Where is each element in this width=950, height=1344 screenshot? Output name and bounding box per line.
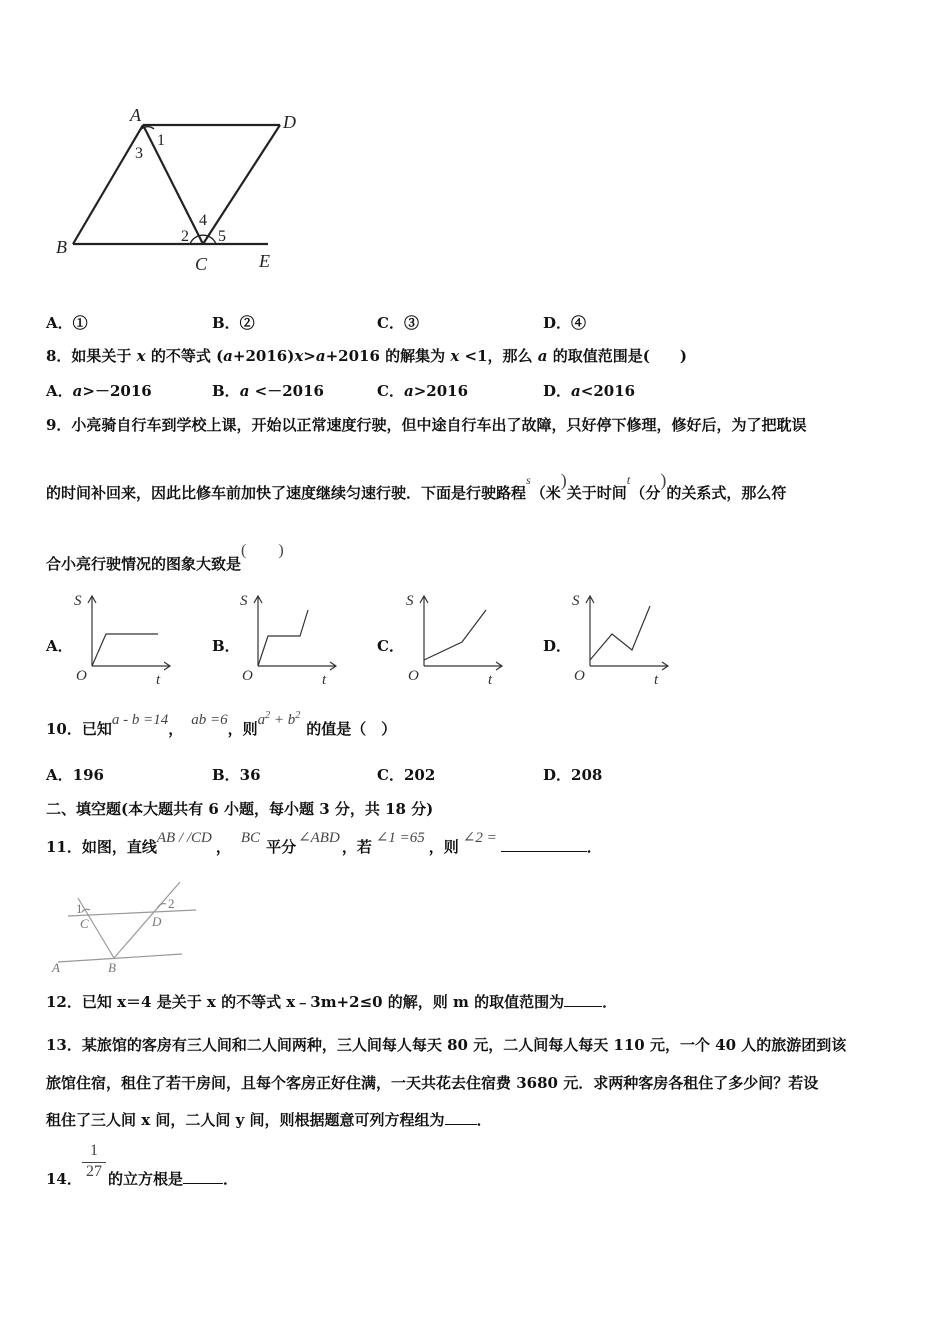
q10-option-b[interactable]: B．36 xyxy=(212,766,261,784)
q7-figure xyxy=(40,95,320,280)
q9-graph-b-xlabel: t xyxy=(322,672,327,688)
q13-line-1: 13．某旅馆的客房有三人间和二人间两种，三人间每人每天 80 元，二人间每人每天 110 元，一个 40 人的旅游团到该 xyxy=(46,1036,847,1054)
q8-option-d[interactable]: D．a<2016 xyxy=(543,382,636,400)
q11-m5: ∠2 = xyxy=(462,830,497,846)
q11-m2: BC xyxy=(240,830,261,846)
q9-graph-c-origin: O xyxy=(408,668,419,684)
q13-line-2: 旅馆住宿，租住了若干房间，且每个客房正好住满，一天共花去住宿费 3680 元．求两种客房各租住了多少间？若设 xyxy=(46,1074,819,1092)
q10-option-c[interactable]: C．202 xyxy=(377,766,436,784)
q9-graph-b-ylabel: S xyxy=(240,593,248,609)
fig7-label-b: B xyxy=(56,237,67,257)
q13-answer-blank[interactable] xyxy=(445,1110,477,1125)
q7-option-d[interactable]: D．④ xyxy=(543,314,587,332)
q9-graph-c[interactable] xyxy=(402,588,512,688)
q11-fig-d: D xyxy=(152,914,162,929)
q9-option-c[interactable]: C． xyxy=(377,637,404,655)
q9-graph-d[interactable] xyxy=(568,588,678,688)
q9-graph-d-ylabel: S xyxy=(572,593,580,609)
q9-graph-b[interactable] xyxy=(236,588,346,688)
q9-graph-d-xlabel: t xyxy=(654,672,659,688)
q13-line-3: 租住了三人间 x 间，二人间 y 间，则根据题意可列方程组为 ． xyxy=(46,1111,492,1129)
fig7-label-a: A xyxy=(130,105,141,125)
q14-stem: 的立方根是 ． xyxy=(108,1170,239,1188)
section-2-heading: 二、填空题(本大题共有 6 小题，每小题 3 分，共 18 分) xyxy=(46,800,434,818)
q9-line-3: 合小亮行驶情况的图象大致是( ) xyxy=(46,542,284,573)
q8-option-a[interactable]: A．a>－2016 xyxy=(46,382,152,400)
q9-line-2: 的时间补回来，因此比修车前加快了速度继续匀速行驶．下面是行驶路程$^s$（米)关于时间$^t$（分)的关系式，那么符 xyxy=(46,470,787,502)
q9-graph-d-origin: O xyxy=(574,668,585,684)
q9-option-d[interactable]: D． xyxy=(543,637,572,655)
q10-eq2: ab =6 xyxy=(191,712,228,728)
q10-stem: 10．已知a - b =14， ab =6，则$a^2 + b^2$的值是（ ） xyxy=(46,710,397,738)
q12-stem: 12．已知 x＝4 是关于 x 的不等式 x﹣3m+2≤0 的解，则 m 的取值范围为 ． xyxy=(46,993,618,1011)
q11-m1: AB / /CD xyxy=(156,830,212,846)
q7-option-b[interactable]: B．② xyxy=(212,314,255,332)
q9-graph-a-xlabel: t xyxy=(156,672,161,688)
q10-option-a[interactable]: A．196 xyxy=(46,766,104,784)
q9-graph-c-ylabel: S xyxy=(406,593,414,609)
q11-m3: ∠ABD xyxy=(298,830,340,846)
q11-fig-2: 2 xyxy=(168,896,175,911)
fig7-angle-1: 1 xyxy=(157,132,165,149)
fig7-angle-5: 5 xyxy=(218,228,226,245)
q11-m4: ∠1 =65 xyxy=(375,830,425,846)
q9-graph-c-xlabel: t xyxy=(488,672,493,688)
fig7-angle-3: 3 xyxy=(135,145,143,162)
q7-option-c[interactable]: C．③ xyxy=(377,314,419,332)
q11-answer-blank[interactable] xyxy=(501,837,587,852)
q8-option-c[interactable]: C．a>2016 xyxy=(377,382,469,400)
q9-graph-a-ylabel: S xyxy=(74,593,82,609)
q7-option-a[interactable]: A．① xyxy=(46,314,88,332)
q10-option-d[interactable]: D．208 xyxy=(543,766,603,784)
q11-stem: 11．如图，直线AB / /CD ， BC 平分 ∠ABD ，若 ∠1 =65 ，则 ∠2 = ． xyxy=(46,830,602,856)
fig7-label-d: D xyxy=(283,112,296,132)
q14-answer-blank[interactable] xyxy=(183,1169,223,1184)
q9-line-1: 9．小亮骑自行车到学校上课，开始以正常速度行驶，但中途自行车出了故障，只好停下修理，修好后，为了把耽误 xyxy=(46,416,807,434)
q11-fig-c: C xyxy=(80,916,89,931)
fig7-label-e: E xyxy=(259,251,270,271)
q14-prefix: 14． xyxy=(46,1170,82,1188)
q9-graph-b-origin: O xyxy=(242,668,253,684)
q14-denominator: 27 xyxy=(82,1162,106,1181)
q8-stem: 8．如果关于 x 的不等式 (a+2016)x>a+2016 的解集为 x <1，那么 a 的取值范围是( ) xyxy=(46,347,687,365)
q9-option-b[interactable]: B． xyxy=(212,637,240,655)
fig7-angle-4: 4 xyxy=(199,212,207,229)
q11-fig-1: 1 xyxy=(76,901,83,916)
q11-fig-b: B xyxy=(108,960,116,975)
q9-graph-a-origin: O xyxy=(76,668,87,684)
q9-graph-a[interactable] xyxy=(70,588,180,688)
q10-eq1: a - b =14 xyxy=(111,712,169,728)
q10-expr: $a^2 + b^2$ xyxy=(257,710,301,728)
q11-fig-a: A xyxy=(52,960,60,975)
q14-numerator: 1 xyxy=(90,1142,98,1159)
q9-option-a[interactable]: A． xyxy=(46,637,73,655)
fig7-angle-2: 2 xyxy=(181,228,189,245)
q12-answer-blank[interactable] xyxy=(564,992,602,1007)
q11-figure xyxy=(48,878,208,978)
q8-option-b[interactable]: B．a <－2016 xyxy=(212,382,324,400)
q14-fraction xyxy=(82,1142,106,1181)
fig7-label-c: C xyxy=(195,254,208,274)
q9-answer-paren: ( ) xyxy=(241,542,284,559)
